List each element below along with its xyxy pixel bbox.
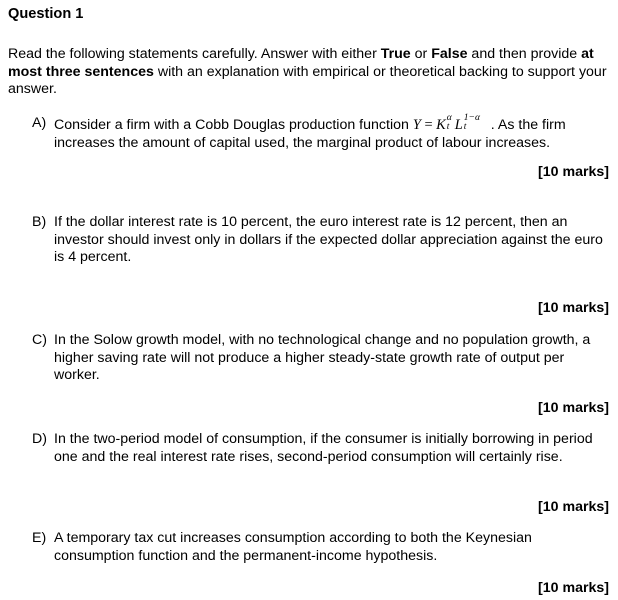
instructions-text-4: with an explanation with empirical or theoretical backing to support your answer. <box>8 63 607 97</box>
instructions-limit: at most three sentences <box>8 46 594 80</box>
formula-y: Y <box>412 117 421 133</box>
statement-b-marks: [10 marks] <box>538 300 609 316</box>
instructions-false: False <box>431 46 468 62</box>
statement-e <box>32 530 610 565</box>
cobb-douglas-formula <box>412 113 491 133</box>
statement-c <box>32 332 610 385</box>
statement-d-text: In the two-period model of consumption, if the consumer is initially borrowing in period one and the real interest rate rises, second-period consumption will certainly rise. <box>54 431 593 465</box>
statement-a-letter: A) <box>32 115 47 131</box>
statement-e-marks: [10 marks] <box>538 580 609 596</box>
formula-l-exponent: 1−α <box>463 113 480 123</box>
statement-d-letter: D) <box>32 431 47 447</box>
instructions-text-1: Read the following statements carefully. Answer with either <box>8 46 381 62</box>
formula-l: L <box>454 117 463 133</box>
formula-l-scripts <box>463 113 491 132</box>
statement-c-text: In the Solow growth model, with no technological change and no population growth, a higher saving rate will not produce a higher steady-state growth rate of output per worker. <box>54 332 591 383</box>
statement-d-marks: [10 marks] <box>538 499 609 515</box>
statement-b <box>32 214 610 267</box>
instructions-text-2: or <box>410 46 432 62</box>
instructions-true: True <box>380 46 411 62</box>
statement-a <box>32 115 610 152</box>
formula-k-scripts <box>446 113 455 132</box>
instructions-text-3: and then provide <box>467 46 582 62</box>
statement-e-text: A temporary tax cut increases consumption according to both the Keynesian consumption function and the permanent-income hypothesis. <box>54 530 532 564</box>
statement-c-marks: [10 marks] <box>538 400 609 416</box>
statement-a-text <box>54 115 610 152</box>
statement-c-letter: C) <box>32 332 47 348</box>
instructions <box>8 46 613 99</box>
statement-a-text-post: . As the firm increases the amount of capital used, the marginal product of labour increases. <box>54 117 566 151</box>
statement-a-marks: [10 marks] <box>538 164 609 180</box>
question-title: Question 1 <box>8 6 84 22</box>
formula-k-subscript: t <box>446 122 450 132</box>
formula-k: K <box>436 117 446 133</box>
statement-a-text-pre: Consider a firm with a Cobb Douglas production function <box>54 117 413 133</box>
formula-l-subscript: t <box>463 122 467 132</box>
statement-b-text: If the dollar interest rate is 10 percent, the euro interest rate is 12 percent, then an investor should invest only in dollars if the expected dollar appreciation against the euro is 4 percent. <box>54 214 603 265</box>
statement-d <box>32 431 610 466</box>
statement-e-letter: E) <box>32 530 47 546</box>
formula-k-exponent: α <box>446 113 452 123</box>
formula-equals: = <box>420 117 437 133</box>
statement-b-letter: B) <box>32 214 47 230</box>
